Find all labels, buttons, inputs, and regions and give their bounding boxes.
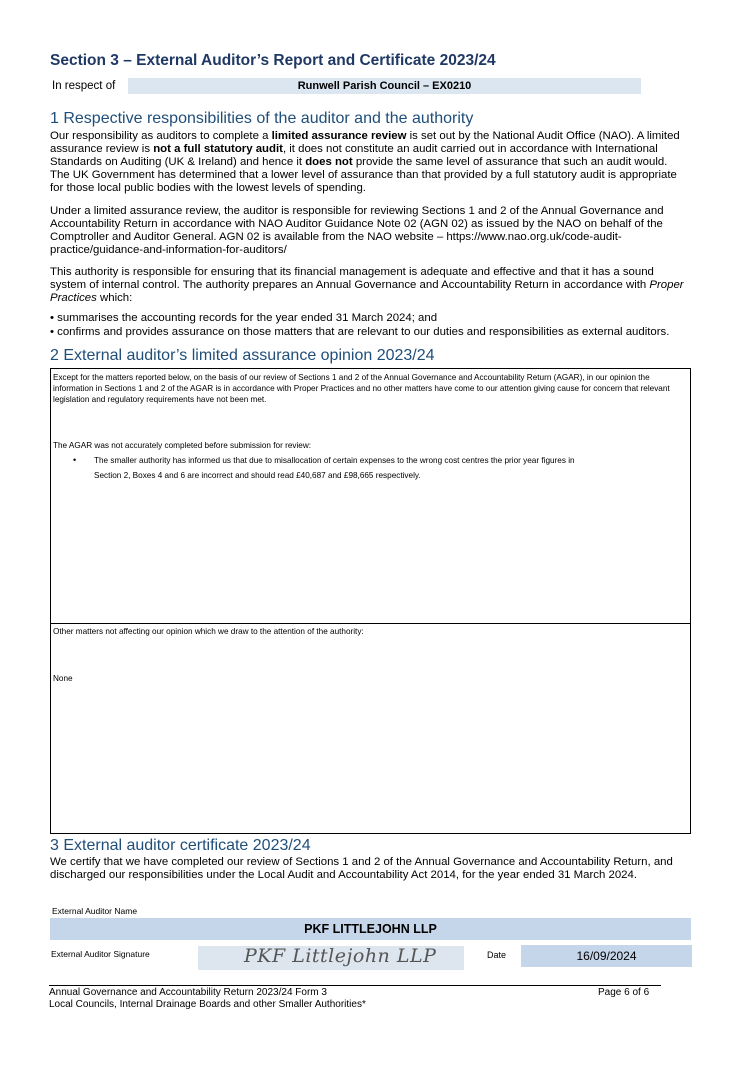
opinion-bullet-dot: • [73, 455, 77, 465]
not-accurate-text: The AGAR was not accurately completed before submission for review: [53, 441, 312, 450]
section1-paragraph-3 [50, 266, 686, 305]
footer-divider [49, 985, 661, 986]
opinion-bullet-line-1: The smaller authority has informed us that due to misallocation of certain expenses to the wrong cost centres the prior year figures in [94, 456, 575, 465]
page-number: Page 6 of 6 [598, 987, 650, 998]
section2-heading: 2 External auditor’s limited assurance opinion 2023/24 [50, 347, 435, 364]
p1-run-6: provide the same level of assurance that such an audit would. The UK Government has determined that a lower level of assurance than that provided by a full statutory audit is appropriate for those local public bodies with the lowest levels of spending. [50, 156, 677, 194]
opinion-text: Except for the matters reported below, on the basis of our review of Sections 1 and 2 of the Annual Governance and Accountability Return (AGAR), in our opinion the information in Sections 1 and 2 of the AGAR is in accordance with Proper Practices and no other matters have come to our attention giving cause for concern that relevant legislation and regulatory requirements have not been met. [53, 373, 670, 404]
footer-line-1: Annual Governance and Accountability Return 2023/24 Form 3 [49, 987, 327, 998]
page-title: Section 3 – External Auditor’s Report and Certificate 2023/24 [50, 52, 496, 69]
opinion-box [50, 368, 691, 624]
p3-text-a: This authority is responsible for ensuring that its financial management is adequate and effective and that it has a sound system of internal control. The authority prepares an Annual Governance and Accountability Return in accordance with [50, 266, 654, 291]
p1-run-3: not a full statutory audit [153, 143, 283, 155]
signature-image: PKF Littlejohn LLP [244, 945, 437, 967]
footer-line-2: Local Councils, Internal Drainage Boards and other Smaller Authorities* [49, 999, 366, 1010]
other-matters-box [50, 623, 691, 834]
other-matters-label: Other matters not affecting our opinion which we draw to the attention of the authority: [53, 627, 364, 636]
auditor-name-field: PKF LITTLEJOHN LLP [50, 918, 691, 940]
section1-paragraph-2: Under a limited assurance review, the auditor is responsible for reviewing Sections 1 and 2 of the Annual Governance and Accountability Return in accordance with NAO Auditor Guidance Note 02 (AGN 02) as issued by the NAO on behalf of the Comptroller and Auditor General. AGN 02 is available from the NAO website – https://www.nao.org.uk/code-audit-practice/guidance-and-information-for-auditors/ [50, 205, 664, 256]
authority-name-field: Runwell Parish Council – EX0210 [128, 78, 641, 94]
p3-text-b: which: [96, 292, 133, 304]
section1-heading: 1 Respective responsibilities of the auditor and the authority [50, 110, 474, 127]
p1-run-0: Our responsibility as auditors to complete a [50, 130, 272, 142]
date-field: 16/09/2024 [521, 945, 692, 967]
auditor-name-label: External Auditor Name [52, 906, 138, 916]
auditor-signature-label: External Auditor Signature [51, 949, 150, 959]
other-matters-value: None [53, 674, 73, 683]
respect-label: In respect of [52, 80, 116, 92]
section1-bullet-1: • summarises the accounting records for the year ended 31 March 2024; and [50, 312, 438, 324]
p1-run-5: does not [305, 156, 353, 168]
section1-bullet-2: • confirms and provides assurance on those matters that are relevant to our duties and responsibilities as external auditors. [50, 326, 670, 338]
section1-paragraph-1 [50, 130, 686, 195]
p1-run-1: limited assurance review [271, 130, 407, 142]
auditor-signature-field [198, 946, 464, 970]
opinion-bullet-line-2: Section 2, Boxes 4 and 6 are incorrect and should read £40,687 and £98,665 respectively. [94, 471, 421, 480]
certificate-text: We certify that we have completed our review of Sections 1 and 2 of the Annual Governance and Accountability Return, and discharged our responsibilities under the Local Audit and Accountability Act 2014, for the year ended 31 March 2024. [50, 856, 673, 881]
p3-proper-practices: Proper Practices [50, 279, 684, 304]
p1-run-2: is set out by the National Audit Office (NAO). A limited assurance review is [50, 130, 680, 155]
section3-heading: 3 External auditor certificate 2023/24 [50, 837, 311, 854]
date-label: Date [487, 950, 507, 960]
p1-run-4: , it does not constitute an audit carried out in accordance with International Standards on Auditing (UK & Ireland) and hence it [50, 143, 658, 168]
